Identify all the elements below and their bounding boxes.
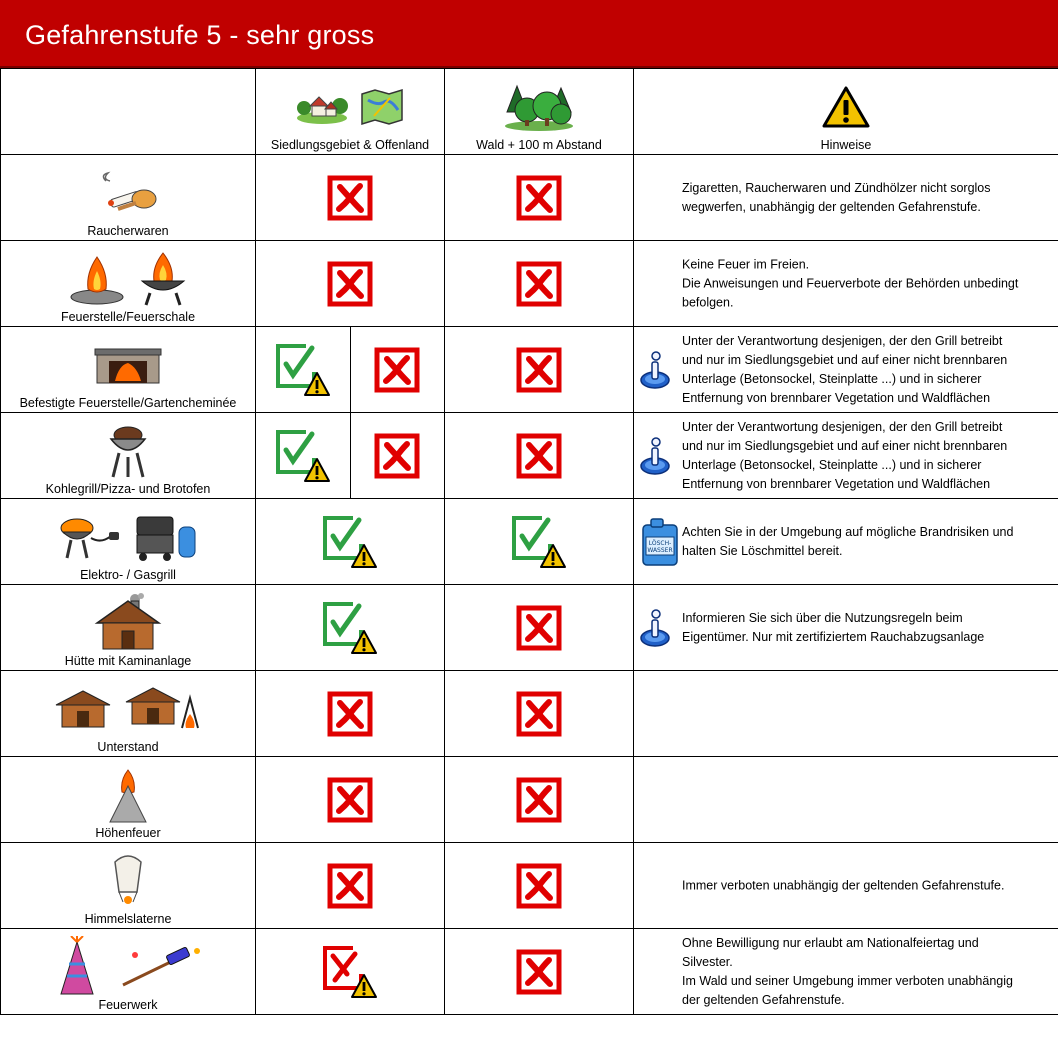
campfire-icon [68, 253, 126, 305]
title-bar [0, 0, 1058, 68]
table-row [1, 327, 1058, 413]
forbidden-x-icon [327, 691, 373, 737]
wald-status-cell [445, 499, 634, 585]
hint-cell [634, 499, 1058, 585]
electric-grill-icon [57, 514, 121, 560]
activity-cell [1, 843, 256, 929]
charcoal-grill-icon [103, 423, 153, 479]
forbidden-x-icon [516, 949, 562, 995]
activity-label: Himmelslaterne [84, 912, 172, 926]
table-row [1, 585, 1058, 671]
village-icon [296, 90, 348, 124]
bonfire-icon [106, 766, 150, 824]
siedlung-status-cell [256, 671, 445, 757]
activity-cell [1, 499, 256, 585]
hint-cell [634, 671, 1058, 757]
siedlung-status-cell [256, 499, 445, 585]
wald-status-cell [445, 843, 634, 929]
svg-text:LÖSCH-: LÖSCH- [648, 539, 672, 547]
table-row [1, 155, 1058, 241]
wald-status-cell [445, 413, 634, 499]
activity-cell [1, 757, 256, 843]
fireworks-cone-icon [51, 936, 103, 998]
cigarette-icon [96, 171, 160, 215]
hut-chimney-icon [93, 593, 163, 653]
table-row [1, 499, 1058, 585]
header-hinweise: Hinweise [634, 69, 1058, 155]
wald-status-cell [445, 757, 634, 843]
forest-icon [503, 82, 575, 132]
activity-cell [1, 585, 256, 671]
allowed-caution-icon [510, 514, 568, 570]
shelter-icon [54, 687, 112, 731]
siedlung-status-cell [256, 757, 445, 843]
rules-table [0, 68, 1058, 1015]
table-row [1, 241, 1058, 327]
hint-cell [634, 843, 1058, 929]
wald-status-cell [445, 241, 634, 327]
garden-fireplace-icon [93, 345, 163, 385]
forbidden-x-icon [327, 261, 373, 307]
siedlung-status-cell [256, 929, 445, 1015]
forbidden-x-icon [516, 347, 562, 393]
hint-text: Keine Feuer im Freien. Die Anweisungen und Feuerverbote der Behörden unbedingt befolgen. [682, 257, 1019, 309]
hint-text: Ohne Bewilligung nur erlaubt am Nationalfeiertag und Silvester. Im Wald und seiner Umgebung immer verboten unabhängig der geltenden Gefahrenstufe. [682, 935, 1013, 1007]
page-title: Gefahrenstufe 5 - sehr gross [25, 20, 375, 50]
activity-cell [1, 929, 256, 1015]
table-row [1, 757, 1058, 843]
hint-cell [634, 413, 1058, 499]
forbidden-x-icon [327, 175, 373, 221]
forbidden-x-icon [327, 863, 373, 909]
allowed-caution-icon [321, 600, 379, 656]
forbidden-x-icon [516, 605, 562, 651]
wald-status-cell [445, 327, 634, 413]
hint-cell [634, 929, 1058, 1015]
activity-label: Höhenfeuer [95, 826, 161, 840]
hint-text: Immer verboten unabhängig der geltenden Gefahrenstufe. [682, 878, 1005, 892]
hint-cell [634, 757, 1058, 843]
allowed-caution-icon [274, 428, 332, 484]
activity-cell [1, 327, 256, 413]
table-row [1, 843, 1058, 929]
activity-label: Feuerstelle/Feuerschale [60, 310, 196, 324]
activity-label: Befestigte Feuerstelle/Gartencheminée [19, 396, 237, 410]
siedlung-status-cell [256, 585, 445, 671]
siedlung-status-cell [256, 413, 445, 499]
forbidden-x-icon [516, 863, 562, 909]
activity-label: Elektro- / Gasgrill [80, 568, 176, 582]
forbidden-x-icon [516, 261, 562, 307]
wald-status-cell [445, 585, 634, 671]
hint-cell [634, 155, 1058, 241]
hint-text: Unter der Verantwortung desjenigen, der den Grill betreibt und nur im Siedlungsgebiet und auf einer nicht brennbaren Unterlage (Betonsockel, Steinplatte ...) und in sicherer Entfernung von brennbarer Vegetation und Waldflächen [682, 333, 1008, 405]
hint-cell [634, 585, 1058, 671]
siedlung-status-cell [256, 327, 445, 413]
rockets-icon [115, 941, 205, 993]
info-icon [639, 350, 671, 390]
map-icon [360, 88, 404, 126]
siedlung-status-cell [256, 241, 445, 327]
table-row [1, 929, 1058, 1015]
forbidden-x-icon [516, 777, 562, 823]
siedlung-status-cell [256, 155, 445, 241]
forbidden-caution-icon [321, 944, 379, 1000]
activity-label: Raucherwaren [87, 224, 169, 238]
header-row [1, 69, 1058, 155]
svg-text:WASSER: WASSER [647, 546, 673, 554]
activity-cell [1, 155, 256, 241]
forbidden-x-icon [374, 433, 420, 479]
activity-cell [1, 241, 256, 327]
header-wald: Wald + 100 m Abstand [445, 69, 634, 155]
hint-text: Unter der Verantwortung desjenigen, der den Grill betreibt und nur im Siedlungsgebiet und auf einer nicht brennbaren Unterlage (Betonsockel, Steinplatte ...) und in sicherer Entfernung von brennbarer Vegetation und Waldflächen [682, 419, 1008, 491]
header-activity [1, 69, 256, 155]
hint-text: Zigaretten, Raucherwaren und Zündhölzer nicht sorglos wegwerfen, unabhängig der geltenden Gefahrenstufe. [682, 180, 991, 214]
activity-label: Kohlegrill/Pizza- und Brotofen [45, 482, 211, 496]
wald-status-cell [445, 929, 634, 1015]
shelter-fire-icon [124, 684, 202, 734]
forbidden-x-icon [374, 347, 420, 393]
activity-label: Hütte mit Kaminanlage [64, 654, 192, 668]
forbidden-x-icon [516, 433, 562, 479]
activity-cell [1, 413, 256, 499]
allowed-caution-icon [274, 342, 332, 398]
gas-grill-icon [133, 511, 199, 563]
forbidden-x-icon [516, 691, 562, 737]
hint-text: Informieren Sie sich über die Nutzungsregeln beim Eigentümer. Nur mit zertifiziertem Rauchabzugsanlage [682, 610, 985, 644]
allowed-caution-icon [321, 514, 379, 570]
warning-triangle-icon [821, 85, 871, 129]
forbidden-x-icon [516, 175, 562, 221]
forbidden-x-icon [327, 777, 373, 823]
info-icon [639, 436, 671, 476]
hint-text: Achten Sie in der Umgebung auf mögliche Brandrisiken und halten Sie Löschmittel bereit. [682, 524, 1014, 558]
table-row [1, 413, 1058, 499]
sky-lantern-icon [107, 852, 149, 910]
activity-label: Feuerwerk [98, 998, 158, 1012]
siedlung-status-cell [256, 843, 445, 929]
fire-bowl-icon [138, 251, 188, 307]
hint-cell [634, 327, 1058, 413]
loeschwasser-canister-icon [639, 517, 681, 567]
activity-cell [1, 671, 256, 757]
header-siedlung: Siedlungsgebiet & Offenland [256, 69, 445, 155]
table-row [1, 671, 1058, 757]
hint-cell [634, 241, 1058, 327]
info-icon [639, 608, 671, 648]
wald-status-cell [445, 155, 634, 241]
wald-status-cell [445, 671, 634, 757]
activity-label: Unterstand [97, 740, 159, 754]
